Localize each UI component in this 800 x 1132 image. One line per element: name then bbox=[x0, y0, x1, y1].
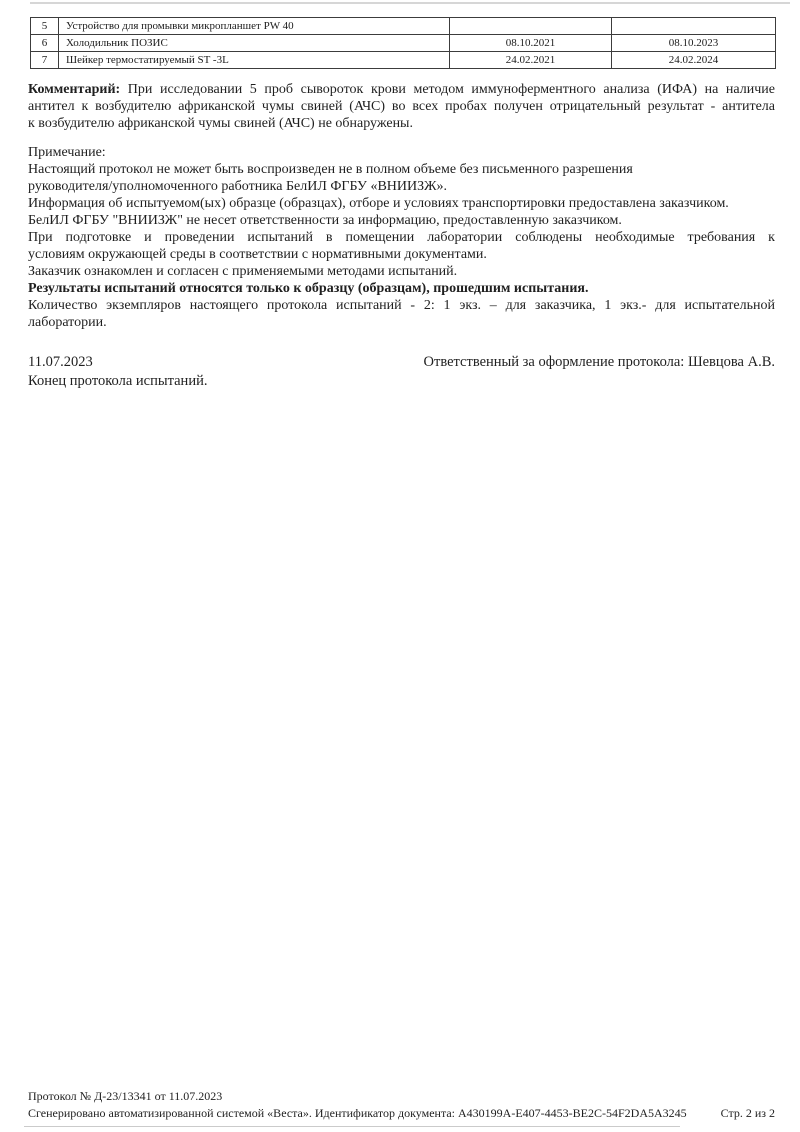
footer-row bbox=[28, 1106, 775, 1121]
scan-artifact-top bbox=[30, 2, 790, 4]
valid-until-date bbox=[612, 18, 776, 35]
results-statement: Результаты испытаний относятся только к образцу (образцам), прошедшим испытания. bbox=[28, 281, 589, 296]
notes-heading: Примечание: bbox=[28, 145, 106, 160]
notes-line: Информация об испытуемом(ых) образце (образцах), отборе и условиях транспортировки предоставлена заказчиком. bbox=[28, 196, 729, 211]
scan-artifact-bottom bbox=[24, 1126, 680, 1127]
valid-until-date: 24.02.2024 bbox=[612, 52, 776, 69]
notes-line: Настоящий протокол не может быть воспроизведен не в полном объеме без письменного разрешения bbox=[28, 162, 633, 177]
comment-text: При исследовании 5 проб сывороток крови методом иммуноферментного анализа (ИФА) на наличие bbox=[120, 82, 775, 97]
table-row bbox=[31, 52, 776, 69]
notes-line: При подготовке и проведении испытаний в помещении лаборатории соблюдены необходимые требования к bbox=[28, 230, 775, 245]
row-number: 6 bbox=[31, 35, 59, 52]
row-number: 5 bbox=[31, 18, 59, 35]
responsible-person: Ответственный за оформление протокола: Шевцова А.В. bbox=[423, 354, 775, 370]
notes-line: БелИЛ ФГБУ "ВНИИЗЖ" не несет ответственности за информацию, предоставленную заказчиком. bbox=[28, 213, 622, 228]
equipment-name: Устройство для промывки микропланшет PW 40 bbox=[59, 18, 450, 35]
footer-protocol-number: Протокол № Д-23/13341 от 11.07.2023 bbox=[28, 1089, 223, 1103]
notes-paragraph bbox=[28, 144, 775, 331]
notes-line: руководителя/уполномоченного работника БелИЛ ФГБУ «ВНИИЗЖ». bbox=[28, 179, 447, 194]
footer-page-number: Стр. 2 из 2 bbox=[720, 1106, 775, 1120]
comment-paragraph bbox=[28, 81, 775, 132]
row-number: 7 bbox=[31, 52, 59, 69]
signature-row bbox=[28, 353, 775, 371]
equipment-name: Шейкер термостатируемый ST -3L bbox=[59, 52, 450, 69]
equipment-name: Холодильник ПОЗИС bbox=[59, 35, 450, 52]
verification-date: 24.02.2021 bbox=[450, 52, 612, 69]
notes-line: Заказчик ознакомлен и согласен с применяемыми методами испытаний. bbox=[28, 264, 458, 279]
notes-line: Количество экземпляров настоящего протокола испытаний - 2: 1 экз. – для заказчика, 1 экз.- для испытательной bbox=[28, 298, 775, 313]
table-row bbox=[31, 35, 776, 52]
equipment-table bbox=[30, 17, 776, 69]
notes-line: лаборатории. bbox=[28, 315, 107, 330]
verification-date: 08.10.2021 bbox=[450, 35, 612, 52]
valid-until-date: 08.10.2023 bbox=[612, 35, 776, 52]
comment-line: антител к возбудителю африканской чумы свиней (АЧС) во всех пробах получен отрицательный результат - антитела bbox=[28, 99, 775, 114]
verification-date bbox=[450, 18, 612, 35]
footer-generated-info: Сгенерировано автоматизированной системой «Веста». Идентификатор документа: A430199A-E407-4453-BE2C-54F2DA5A3245 bbox=[28, 1106, 687, 1120]
protocol-date: 11.07.2023 bbox=[28, 354, 93, 370]
notes-line: условиям окружающей среды в соответствии с нормативными документами. bbox=[28, 247, 487, 262]
end-of-protocol: Конец протокола испытаний. bbox=[28, 373, 208, 389]
comment-line: к возбудителю африканской чумы свиней (АЧС) не обнаружены. bbox=[28, 116, 413, 131]
table-row bbox=[31, 18, 776, 35]
comment-line bbox=[28, 81, 775, 98]
comment-label: Комментарий: bbox=[28, 82, 121, 97]
